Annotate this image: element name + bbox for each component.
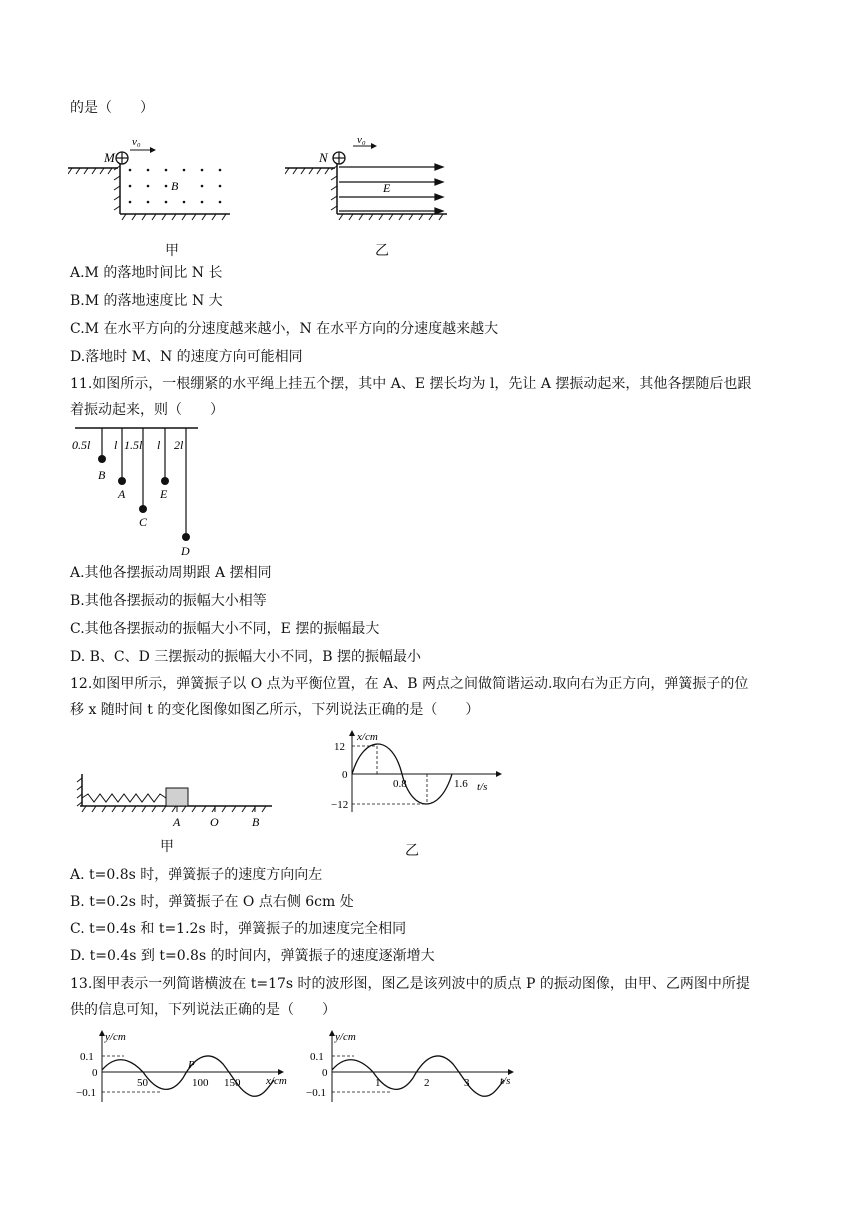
axis-label: x/cm [266,1075,287,1087]
question-text: 12.如图甲所示，弹簧振子以 O 点为平衡位置，在 A、B 两点之间做简谐运动.取向右为正方向，弹簧振子的位 [70,676,749,692]
point-label-b: B [252,815,260,829]
axis-label: t/s [500,1075,511,1087]
option-text: B.其他各摆振动的振幅大小相等 [70,593,267,609]
question-text: 13.图甲表示一列简谐横波在 t=17s 时的波形图，图乙是该列波中的质点 P 的振动图像，由甲、乙两图中所提 [70,976,750,992]
tick-label: 150 [224,1077,241,1089]
axis-label: y/cm [105,1031,126,1043]
tick-label: 1.6 [454,778,468,790]
tick-label: 3 [464,1077,470,1089]
tick-label: 0 [322,1067,328,1079]
label-m: M [104,150,115,165]
option-text: D.落地时 M、N 的速度方向可能相同 [70,349,303,365]
figure-13-wave-graph [72,1028,292,1104]
label-n: N [319,150,328,165]
figure-10-yi [285,132,455,222]
point-label-p: P [188,1059,195,1071]
tick-label: 0.8 [393,778,407,790]
length-label: l [157,438,161,452]
pendulum-label-d: D [181,544,190,558]
length-label: 2l [174,438,184,452]
option-text: B.M 的落地速度比 N 大 [70,293,223,309]
option-text: A. t=0.8s 时，弹簧振子的速度方向向左 [70,867,323,883]
point-label-a: A [173,815,181,829]
label-v0: v₀ [357,134,366,146]
figure-12-yi-graph [330,728,510,814]
figure-10-jia [68,132,238,222]
caption-jia: 甲 [160,839,174,855]
tick-label: 0.1 [310,1051,324,1063]
tick-label: 100 [192,1077,209,1089]
tick-label: 0 [342,769,348,781]
option-text: A.其他各摆振动周期跟 A 摆相同 [70,565,272,581]
pendulum-label-a: A [118,487,126,501]
option-text: C.M 在水平方向的分速度越来越小，N 在水平方向的分速度越来越大 [70,321,499,337]
option-text: C. t=0.4s 和 t=1.2s 时，弹簧振子的加速度完全相同 [70,921,407,937]
question-text: 移 x 随时间 t 的变化图像如图乙所示，下列说法正确的是（ ） [70,702,480,718]
label-v0: v₀ [132,136,141,148]
option-text: D. B、C、D 三摆振动的振幅大小不同，B 摆的振幅最小 [70,649,422,665]
caption-jia: 甲 [165,243,179,259]
question-text: 11.如图所示，一根绷紧的水平绳上挂五个摆，其中 A、E 摆长均为 l，先让 A 摆振动起来，其他各摆随后也跟 [70,376,752,392]
tick-label: 0 [92,1067,98,1079]
question-text: 着振动起来，则（ ） [70,402,224,418]
label-b-field: B [171,179,179,193]
tick-label: −0.1 [76,1087,96,1099]
text-line: 的是（ ） [70,100,154,116]
tick-label: −12 [331,799,349,811]
point-label-o: O [210,815,219,829]
length-label: 1.5l [124,438,143,452]
tick-label: 1 [375,1077,381,1089]
caption-yi: 乙 [375,243,389,259]
tick-label: 0.1 [80,1051,94,1063]
axis-label: x/cm [357,731,378,743]
axis-label: t/s [477,781,488,793]
axis-label: y/cm [335,1031,356,1043]
figure-13-vibration-graph [302,1028,522,1104]
tick-label: −0.1 [306,1087,326,1099]
pendulum-label-c: C [139,515,148,529]
label-e-field: E [383,181,391,195]
option-text: C.其他各摆振动的振幅大小不同，E 摆的振幅最大 [70,621,380,637]
length-label: l [114,438,118,452]
tick-label: 12 [334,741,345,753]
option-text: A.M 的落地时间比 N 长 [70,265,223,281]
tick-label: 50 [137,1077,148,1089]
caption-yi: 乙 [405,843,419,859]
length-label: 0.5l [72,438,91,452]
figure-11-pendulums [70,424,210,560]
tick-label: 2 [424,1077,430,1089]
option-text: B. t=0.2s 时，弹簧振子在 O 点右侧 6cm 处 [70,894,354,910]
figure-12-jia-spring [72,770,282,830]
option-text: D. t=0.4s 到 t=0.8s 的时间内，弹簧振子的速度逐渐增大 [70,948,435,964]
pendulum-label-e: E [160,487,168,501]
question-text: 供的信息可知，下列说法正确的是（ ） [70,1002,336,1018]
pendulum-label-b: B [98,468,106,482]
